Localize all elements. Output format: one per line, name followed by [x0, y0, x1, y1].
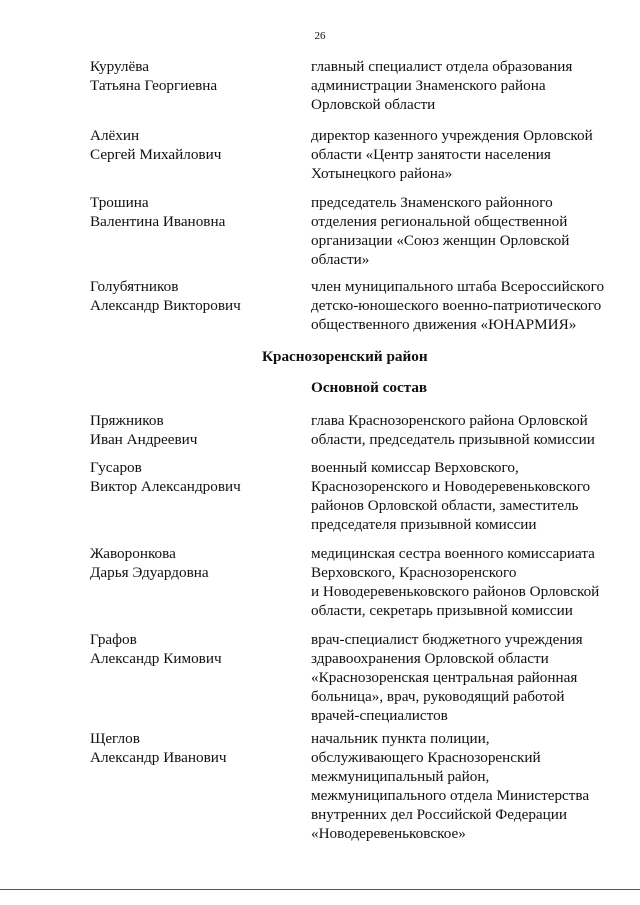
role-line: детско-юношеского военно-патриотического [311, 297, 602, 314]
page-bottom-rule [0, 889, 640, 890]
role-line: «Новодеревеньковское» [311, 825, 466, 842]
role-line: Хотынецкого района» [311, 165, 453, 182]
member-role [311, 729, 611, 843]
given-names: Иван Андреевич [90, 431, 198, 448]
member-role [311, 630, 611, 725]
role-line: обслуживающего Краснозоренский [311, 749, 541, 766]
role-line: межмуниципальный район, [311, 768, 490, 785]
role-line: председателя призывной комиссии [311, 516, 537, 533]
member-role [311, 544, 611, 620]
surname: Курулёва [90, 58, 149, 75]
role-line: области «Центр занятости населения [311, 146, 551, 163]
role-line: межмуниципального отдела Министерства [311, 787, 590, 804]
role-line: области, председатель призывной комиссии [311, 431, 595, 448]
member-name [90, 630, 305, 668]
member-name [90, 411, 305, 449]
surname: Жаворонкова [90, 545, 176, 562]
given-names: Валентина Ивановна [90, 213, 226, 230]
member-name [90, 458, 305, 496]
surname: Трошина [90, 194, 149, 211]
role-line: главный специалист отдела образования [311, 58, 573, 75]
role-line: начальник пункта полиции, [311, 730, 490, 747]
member-role [311, 57, 611, 114]
member-role [311, 411, 611, 449]
surname: Графов [90, 631, 137, 648]
given-names: Александр Викторович [90, 297, 241, 314]
role-line: военный комиссар Верховского, [311, 459, 519, 476]
member-name [90, 544, 305, 582]
role-line: здравоохранения Орловской области [311, 650, 549, 667]
given-names: Виктор Александрович [90, 478, 241, 495]
composition-heading: Основной состав [311, 379, 428, 396]
role-line: директор казенного учреждения Орловской [311, 127, 593, 144]
role-line: Верховского, Краснозоренского [311, 564, 517, 581]
district-heading: Краснозоренский район [262, 348, 428, 365]
member-name [90, 57, 305, 95]
role-line: Орловской области [311, 96, 436, 113]
surname: Гусаров [90, 459, 142, 476]
role-line: области, секретарь призывной комиссии [311, 602, 573, 619]
role-line: председатель Знаменского районного [311, 194, 553, 211]
member-name [90, 126, 305, 164]
member-role [311, 126, 611, 183]
surname: Пряжников [90, 412, 164, 429]
given-names: Александр Кимович [90, 650, 222, 667]
role-line: медицинская сестра военного комиссариата [311, 545, 595, 562]
role-line: области» [311, 251, 370, 268]
member-role [311, 277, 611, 334]
role-line: глава Краснозоренского района Орловской [311, 412, 588, 429]
role-line: районов Орловской области, заместитель [311, 497, 579, 514]
role-line: Краснозоренского и Новодеревеньковского [311, 478, 591, 495]
member-role [311, 458, 611, 534]
member-role [311, 193, 611, 269]
member-name [90, 729, 305, 767]
role-line: организации «Союз женщин Орловской [311, 232, 570, 249]
given-names: Татьяна Георгиевна [90, 77, 218, 94]
page-number: 26 [314, 30, 326, 42]
role-line: администрации Знаменского района [311, 77, 546, 94]
role-line: «Краснозоренская центральная районная [311, 669, 578, 686]
role-line: член муниципального штаба Всероссийского [311, 278, 605, 295]
surname: Щеглов [90, 730, 140, 747]
role-line: внутренних дел Российской Федерации [311, 806, 568, 823]
surname: Голубятников [90, 278, 179, 295]
role-line: врач-специалист бюджетного учреждения [311, 631, 583, 648]
given-names: Александр Иванович [90, 749, 227, 766]
given-names: Дарья Эдуардовна [90, 564, 209, 581]
role-line: больница», врач, руководящий работой [311, 688, 565, 705]
member-name [90, 193, 305, 231]
role-line: и Новодеревеньковского районов Орловской [311, 583, 600, 600]
role-line: врачей-специалистов [311, 707, 448, 724]
surname: Алёхин [90, 127, 140, 144]
role-line: отделения региональной общественной [311, 213, 568, 230]
member-name [90, 277, 305, 315]
given-names: Сергей Михайлович [90, 146, 222, 163]
role-line: общественного движения «ЮНАРМИЯ» [311, 316, 577, 333]
